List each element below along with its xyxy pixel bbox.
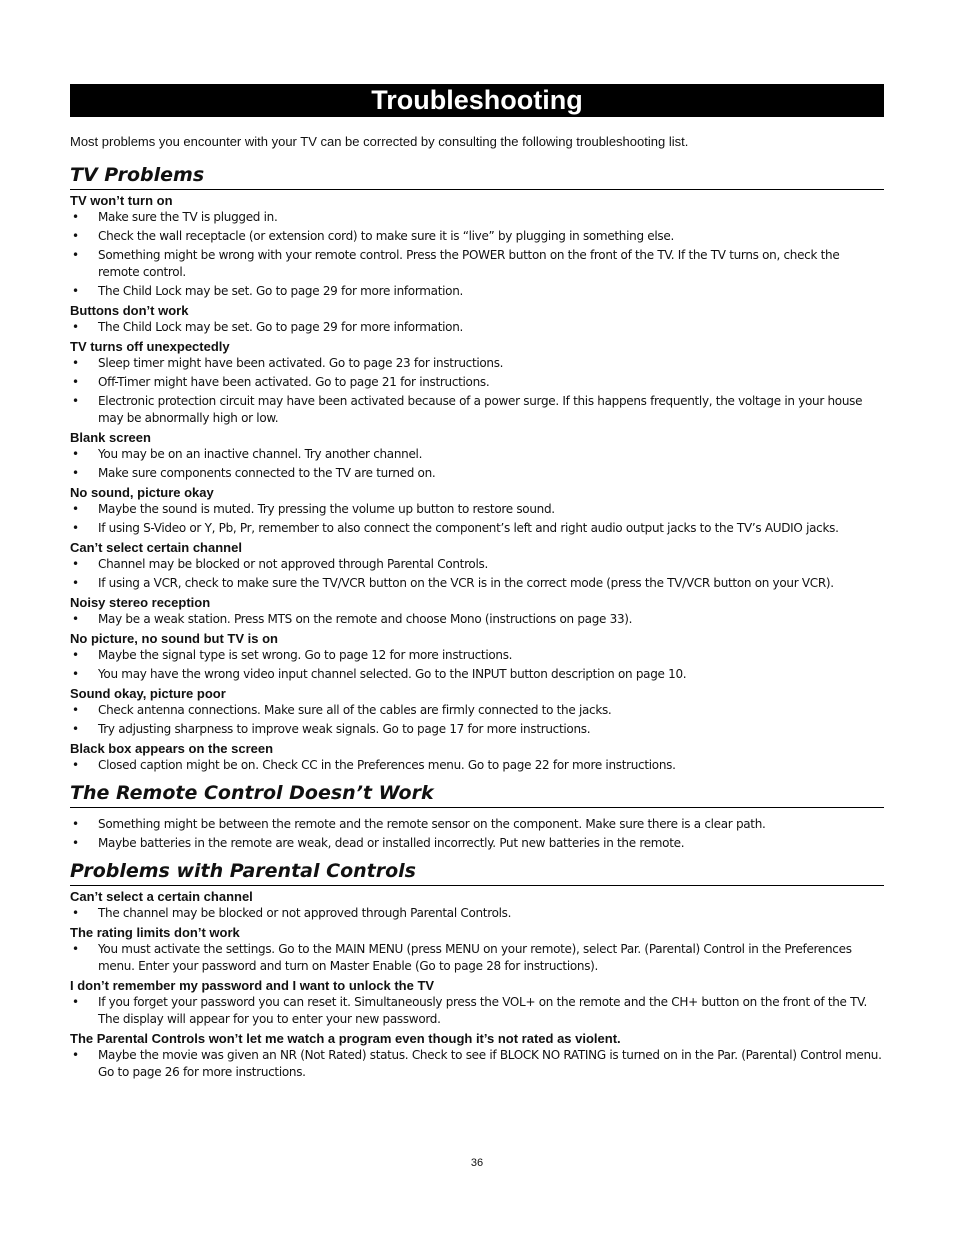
list-item: [70, 994, 884, 1028]
bullet-list: [70, 647, 884, 683]
list-item-text: Sleep timer might have been activated. Go to page 23 for instructions.: [98, 356, 504, 370]
page-title: Troubleshooting: [70, 84, 884, 117]
bullet-dot-icon: •: [72, 648, 79, 662]
bullet-dot-icon: •: [72, 375, 79, 389]
list-item: [70, 647, 884, 664]
list-item: [70, 247, 884, 281]
list-item-text: Maybe the signal type is set wrong. Go to page 12 for more instructions.: [98, 648, 513, 662]
list-item-text: Maybe batteries in the remote are weak, dead or installed incorrectly. Put new batteries in the remote.: [98, 836, 685, 850]
bullet-list: [70, 319, 884, 336]
list-item-text: Maybe the sound is muted. Try pressing the volume up button to restore sound.: [98, 502, 555, 516]
list-item-text: Something might be between the remote and the remote sensor on the component. Make sure there is a clear path.: [98, 817, 766, 831]
list-item: [70, 283, 884, 300]
problem-heading: TV won’t turn on: [70, 193, 173, 208]
list-item-text: The Child Lock may be set. Go to page 29 for more information.: [98, 320, 464, 334]
bullet-list: [70, 702, 884, 738]
section-title: TV Problems: [70, 160, 884, 190]
list-item-text: May be a weak station. Press MTS on the remote and choose Mono (instructions on page 33).: [98, 612, 633, 626]
bullet-dot-icon: •: [72, 817, 79, 831]
bullet-list: [70, 994, 884, 1028]
list-item-text: Check the wall receptacle (or extension cord) to make sure it is “live” by plugging in something else.: [98, 229, 674, 243]
list-item: [70, 556, 884, 573]
bullet-dot-icon: •: [72, 612, 79, 626]
bullet-dot-icon: •: [72, 667, 79, 681]
problem-heading: Can’t select a certain channel: [70, 889, 253, 904]
list-item: [70, 393, 884, 427]
bullet-list: [70, 446, 884, 482]
list-item: [70, 816, 884, 833]
bullet-dot-icon: •: [72, 758, 79, 772]
list-item-text: Check antenna connections. Make sure all of the cables are firmly connected to the jacks.: [98, 703, 612, 717]
list-item: [70, 575, 884, 592]
bullet-list: [70, 355, 884, 427]
bullet-dot-icon: •: [72, 557, 79, 571]
bullet-dot-icon: •: [72, 521, 79, 535]
list-item: [70, 465, 884, 482]
bullet-dot-icon: •: [72, 502, 79, 516]
bullet-dot-icon: •: [72, 284, 79, 298]
bullet-dot-icon: •: [72, 447, 79, 461]
troubleshooting-content: [70, 160, 884, 1083]
list-item-text: Make sure components connected to the TV are turned on.: [98, 466, 436, 480]
list-item-text: Make sure the TV is plugged in.: [98, 210, 278, 224]
list-item-text: If using S-Video or Y, Pb, Pr, remember to also connect the component’s left and right audio output jacks to the TV’s AUDIO jacks.: [98, 521, 839, 535]
bullet-list: [70, 941, 884, 975]
bullet-dot-icon: •: [72, 229, 79, 243]
bullet-list: [70, 1047, 884, 1081]
bullet-dot-icon: •: [72, 576, 79, 590]
bullet-dot-icon: •: [72, 906, 79, 920]
list-item-text: Electronic protection circuit may have been activated because of a power surge. If this happens frequently, the voltage in your house may be abnormally high or low.: [98, 394, 863, 425]
list-item: [70, 611, 884, 628]
section-title: Problems with Parental Controls: [70, 856, 884, 886]
list-item: [70, 374, 884, 391]
list-item-text: Closed caption might be on. Check CC in the Preferences menu. Go to page 22 for more instructions.: [98, 758, 676, 772]
bullet-dot-icon: •: [72, 320, 79, 334]
problem-heading: The rating limits don’t work: [70, 925, 240, 940]
bullet-dot-icon: •: [72, 1048, 79, 1062]
page-number: 36: [470, 1157, 484, 1169]
list-item: [70, 319, 884, 336]
bullet-dot-icon: •: [72, 703, 79, 717]
problem-heading: TV turns off unexpectedly: [70, 339, 230, 354]
bullet-dot-icon: •: [72, 248, 79, 262]
intro-text: Most problems you encounter with your TV can be corrected by consulting the following troubleshooting list.: [70, 134, 689, 149]
spacer: [70, 808, 884, 816]
list-item: [70, 905, 884, 922]
bullet-dot-icon: •: [72, 995, 79, 1009]
list-item: [70, 228, 884, 245]
list-item-text: Try adjusting sharpness to improve weak signals. Go to page 17 for more instructions.: [98, 722, 591, 736]
list-item: [70, 1047, 884, 1081]
problem-heading: Noisy stereo reception: [70, 595, 211, 610]
bullet-dot-icon: •: [72, 836, 79, 850]
problem-heading: I don’t remember my password and I want to unlock the TV: [70, 978, 435, 993]
bullet-dot-icon: •: [72, 722, 79, 736]
list-item-text: Something might be wrong with your remote control. Press the POWER button on the front of the TV. If the TV turns on, check the remote control.: [98, 248, 840, 279]
problem-heading: No sound, picture okay: [70, 485, 214, 500]
list-item: [70, 835, 884, 852]
list-item-text: You may be on an inactive channel. Try another channel.: [98, 447, 423, 461]
list-item: [70, 941, 884, 975]
problem-heading: No picture, no sound but TV is on: [70, 631, 278, 646]
bullet-list: [70, 209, 884, 300]
list-item-text: If using a VCR, check to make sure the TV/VCR button on the VCR is in the correct mode (press the TV/VCR button on your VCR).: [98, 576, 834, 590]
list-item: [70, 666, 884, 683]
bullet-dot-icon: •: [72, 942, 79, 956]
bullet-dot-icon: •: [72, 356, 79, 370]
list-item-text: If you forget your password you can reset it. Simultaneously press the VOL+ on the remote and the CH+ button on the front of the TV. The display will appear for you to enter your new password.: [98, 995, 868, 1026]
list-item: [70, 702, 884, 719]
list-item-text: The channel may be blocked or not approved through Parental Controls.: [98, 906, 512, 920]
problem-heading: Sound okay, picture poor: [70, 686, 226, 701]
bullet-dot-icon: •: [72, 210, 79, 224]
problem-heading: Black box appears on the screen: [70, 741, 274, 756]
list-item: [70, 501, 884, 518]
list-item: [70, 520, 884, 537]
list-item: [70, 446, 884, 463]
list-item-text: Maybe the movie was given an NR (Not Rated) status. Check to see if BLOCK NO RATING is turned on in the Par. (Parental) Control menu. Go to page 26 for more instructions.: [98, 1048, 882, 1079]
list-item-text: Off-Timer might have been activated. Go to page 21 for instructions.: [98, 375, 490, 389]
problem-heading: Buttons don’t work: [70, 303, 189, 318]
problem-heading: Blank screen: [70, 430, 151, 445]
bullet-list: [70, 816, 884, 852]
list-item-text: You must activate the settings. Go to the MAIN MENU (press MENU on your remote), select Par. (Parental) Control in the Preferences menu. Enter your password and turn on Master Enable (Go to page 28 for instructions).: [98, 942, 852, 973]
problem-heading: The Parental Controls won’t let me watch a program even though it’s not rated as violent.: [70, 1031, 621, 1046]
bullet-list: [70, 611, 884, 628]
list-item: [70, 355, 884, 372]
list-item: [70, 209, 884, 226]
bullet-dot-icon: •: [72, 394, 79, 408]
bullet-dot-icon: •: [72, 466, 79, 480]
list-item: [70, 757, 884, 774]
list-item: [70, 721, 884, 738]
list-item-text: The Child Lock may be set. Go to page 29 for more information.: [98, 284, 464, 298]
list-item-text: You may have the wrong video input channel selected. Go to the INPUT button description on page 10.: [98, 667, 687, 681]
bullet-list: [70, 905, 884, 922]
problem-heading: Can’t select certain channel: [70, 540, 242, 555]
section-title: The Remote Control Doesn’t Work: [70, 778, 884, 808]
list-item-text: Channel may be blocked or not approved through Parental Controls.: [98, 557, 488, 571]
bullet-list: [70, 757, 884, 774]
bullet-list: [70, 501, 884, 537]
bullet-list: [70, 556, 884, 592]
